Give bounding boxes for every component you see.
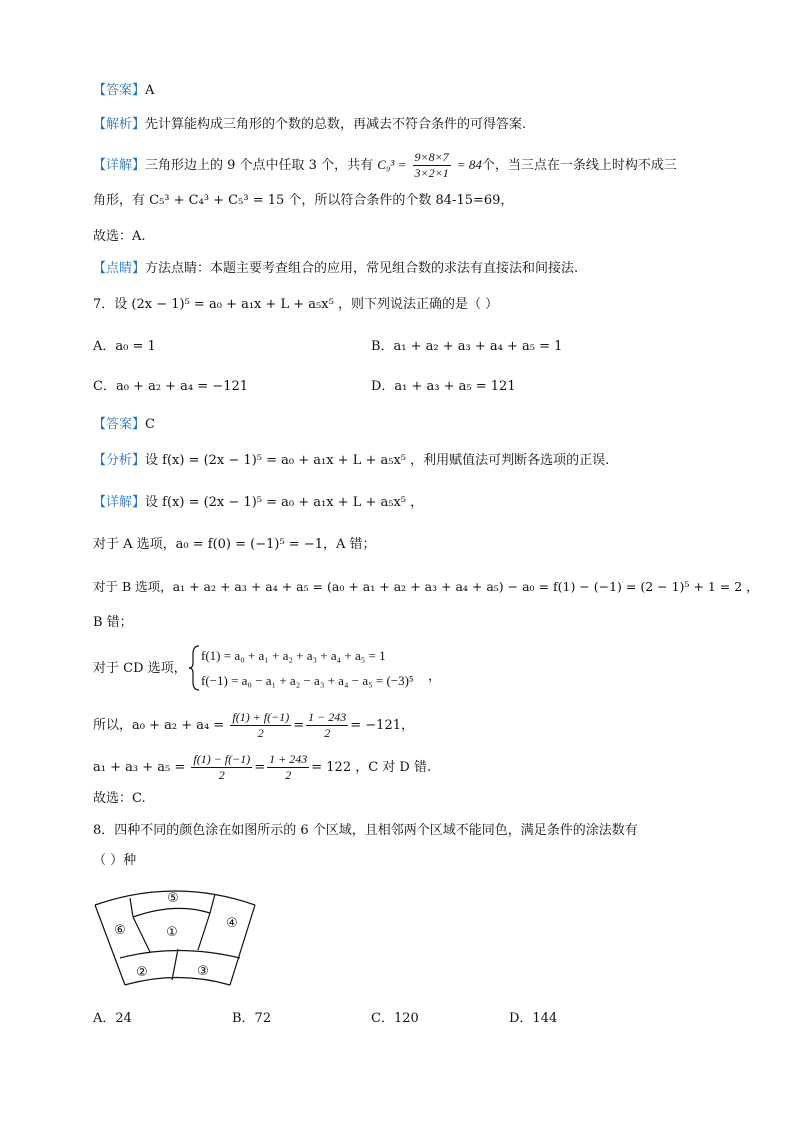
q7-even-frac1: $\frac{f(1) + f(-1)}{2}$ [232, 710, 290, 740]
q7-option-c: C．a₀ + a₂ + a₄ = −121 [93, 379, 249, 394]
q7-answer: C [145, 417, 155, 432]
q7-odd-result: = 122 ，C 对 D 错. [311, 760, 432, 775]
region-label-6: ⑥ [114, 923, 126, 938]
q6-conclusion: 故选：A. [93, 229, 146, 244]
region-label-4: ④ [226, 916, 238, 931]
q7-option-b: B．a₁ + a₂ + a₃ + a₄ + a₅ = 1 [371, 339, 563, 354]
region-label-2: ② [136, 965, 148, 980]
left-edge [95, 905, 125, 985]
q7-even-frac2: $\frac{1 - 243}{2}$ [308, 710, 347, 740]
q7-system-tail: ， [428, 669, 442, 684]
q8-option-c: C．120 [371, 1011, 419, 1026]
region-label-1: ① [166, 925, 178, 940]
divider-6-1 [133, 917, 150, 952]
q8-option-d: D．144 [509, 1011, 558, 1026]
q7-option-d: D．a₁ + a₃ + a₅ = 121 [371, 379, 516, 394]
q7-system-eq1: f(1) = a₀ + a₁ + a₂ + a₃ + a₄ + a₅ = 1 [201, 648, 386, 663]
q7-even-sum-line: 所以，a₀ + a₂ + a₄ = $\frac{f(1) + f(-1)}{2}$ = $\frac{1 - 243}{2}$ = −121， [93, 710, 414, 740]
q7-option-a-check: 对于 A 选项，a₀ = f(0) = (−1)⁵ = −1，A 错； [93, 537, 376, 552]
q7-stem: 7．设 (2x − 1)⁵ = a₀ + a₁x + L + a₅x⁵ ，则下列说法正确的是（ ） [93, 297, 499, 312]
q6-detail-pre: 三角形边上的 9 个点中任取 3 个，共有 [145, 158, 374, 173]
q8-option-a: A．24 [93, 1011, 132, 1026]
comment-tag: 【点睛】 [93, 261, 146, 276]
q6-comment-line [93, 260, 578, 278]
q6-fraction: $\frac{9\times 8\times 7}{3\times 2\times 1}$ [414, 150, 449, 180]
q7-detail: 设 f(x) = (2x − 1)⁵ = a₀ + a₁x + L + a₅x⁵ ， [145, 495, 424, 510]
q6-analysis-line [93, 116, 526, 134]
q6-combination: C₉³ = [377, 157, 407, 172]
q7-option-b-check: 对于 B 选项，a₁ + a₂ + a₃ + a₄ + a₅ = (a₀ + a₁ + a₂ + a₃ + a₄ + a₅) − a₀ = f(1) − (−1) = (2 − 1)⁵ + 1 = 2 ， [93, 579, 759, 594]
q7-odd-frac2: $\frac{1 + 243}{2}$ [269, 752, 308, 782]
q7-b-wrong: B 错； [93, 615, 133, 630]
region-diagram [90, 880, 270, 1000]
q7-conclusion: 故选：C. [93, 791, 146, 806]
inner-arc-bottom [120, 951, 240, 959]
q8-stem-line2: （ ）种 [93, 853, 137, 868]
analysis-tag: 【解析】 [93, 117, 146, 132]
q6-eq84: = 84 [456, 157, 482, 172]
q7-detail-line [93, 494, 423, 512]
q7-cd-label: 对于 CD 选项， [93, 661, 187, 676]
q6-detail-line [93, 150, 677, 181]
q6-answer-line [93, 82, 154, 100]
q7-odd-pre: a₁ + a₃ + a₅ = [93, 760, 186, 775]
q7-even-result: = −121， [350, 718, 414, 733]
detail-tag: 【详解】 [93, 495, 146, 510]
q7-analysis: 设 f(x) = (2x − 1)⁵ = a₀ + a₁x + L + a₅x⁵ ，利用赋值法可判断各选项的正误. [145, 453, 610, 468]
answer-tag: 【答案】 [93, 417, 146, 432]
q6-comment: 方法点睛：本题主要考查组合的应用，常见组合数的求法有直接法和间接法. [145, 261, 579, 276]
q6-detail-line2: 角形，有 C₅³ + C₄³ + C₅³ = 15 个，所以符合条件的个数 84-15=69， [93, 193, 514, 208]
answer-tag: 【答案】 [93, 83, 146, 98]
divider-2-3 [172, 949, 178, 980]
region-label-3: ③ [197, 964, 209, 979]
inner-arc-top [133, 908, 210, 917]
q8-option-b: B．72 [232, 1011, 272, 1026]
q6-analysis: 先计算能构成三角形的个数的总数，再减去不符合条件的可得答案. [145, 117, 527, 132]
system-brace-icon [188, 644, 202, 692]
q7-option-a: A．a₀ = 1 [93, 339, 156, 354]
divider-5-4 [210, 894, 215, 913]
q8-stem-line1: 8．四种不同的颜色涂在如图所示的 6 个区域，且相邻两个区域不能同色，满足条件的涂法数有 [93, 823, 638, 838]
q7-analysis-line [93, 452, 609, 470]
analysis-tag: 【分析】 [93, 453, 146, 468]
q7-answer-line [93, 416, 155, 434]
divider-1-4 [198, 913, 210, 950]
divider-6-5 [130, 898, 133, 917]
detail-tag: 【详解】 [93, 158, 146, 173]
q7-odd-sum-line: a₁ + a₃ + a₅ = $\frac{f(1) - f(-1)}{2}$ = $\frac{1 + 243}{2}$ = 122 ，C 对 D 错. [93, 752, 432, 782]
q6-answer: A [145, 83, 155, 98]
q7-even-pre: 所以，a₀ + a₂ + a₄ = [93, 718, 225, 733]
region-label-5: ⑤ [167, 891, 179, 906]
q7-system-eq2: f(−1) = a₀ − a₁ + a₂ − a₃ + a₄ − a₅ = (−3)⁵ [201, 673, 414, 688]
q6-detail-post: 个，当三点在一条线上时构不成三 [481, 158, 677, 173]
q7-odd-frac1: $\frac{f(1) - f(-1)}{2}$ [193, 752, 251, 782]
